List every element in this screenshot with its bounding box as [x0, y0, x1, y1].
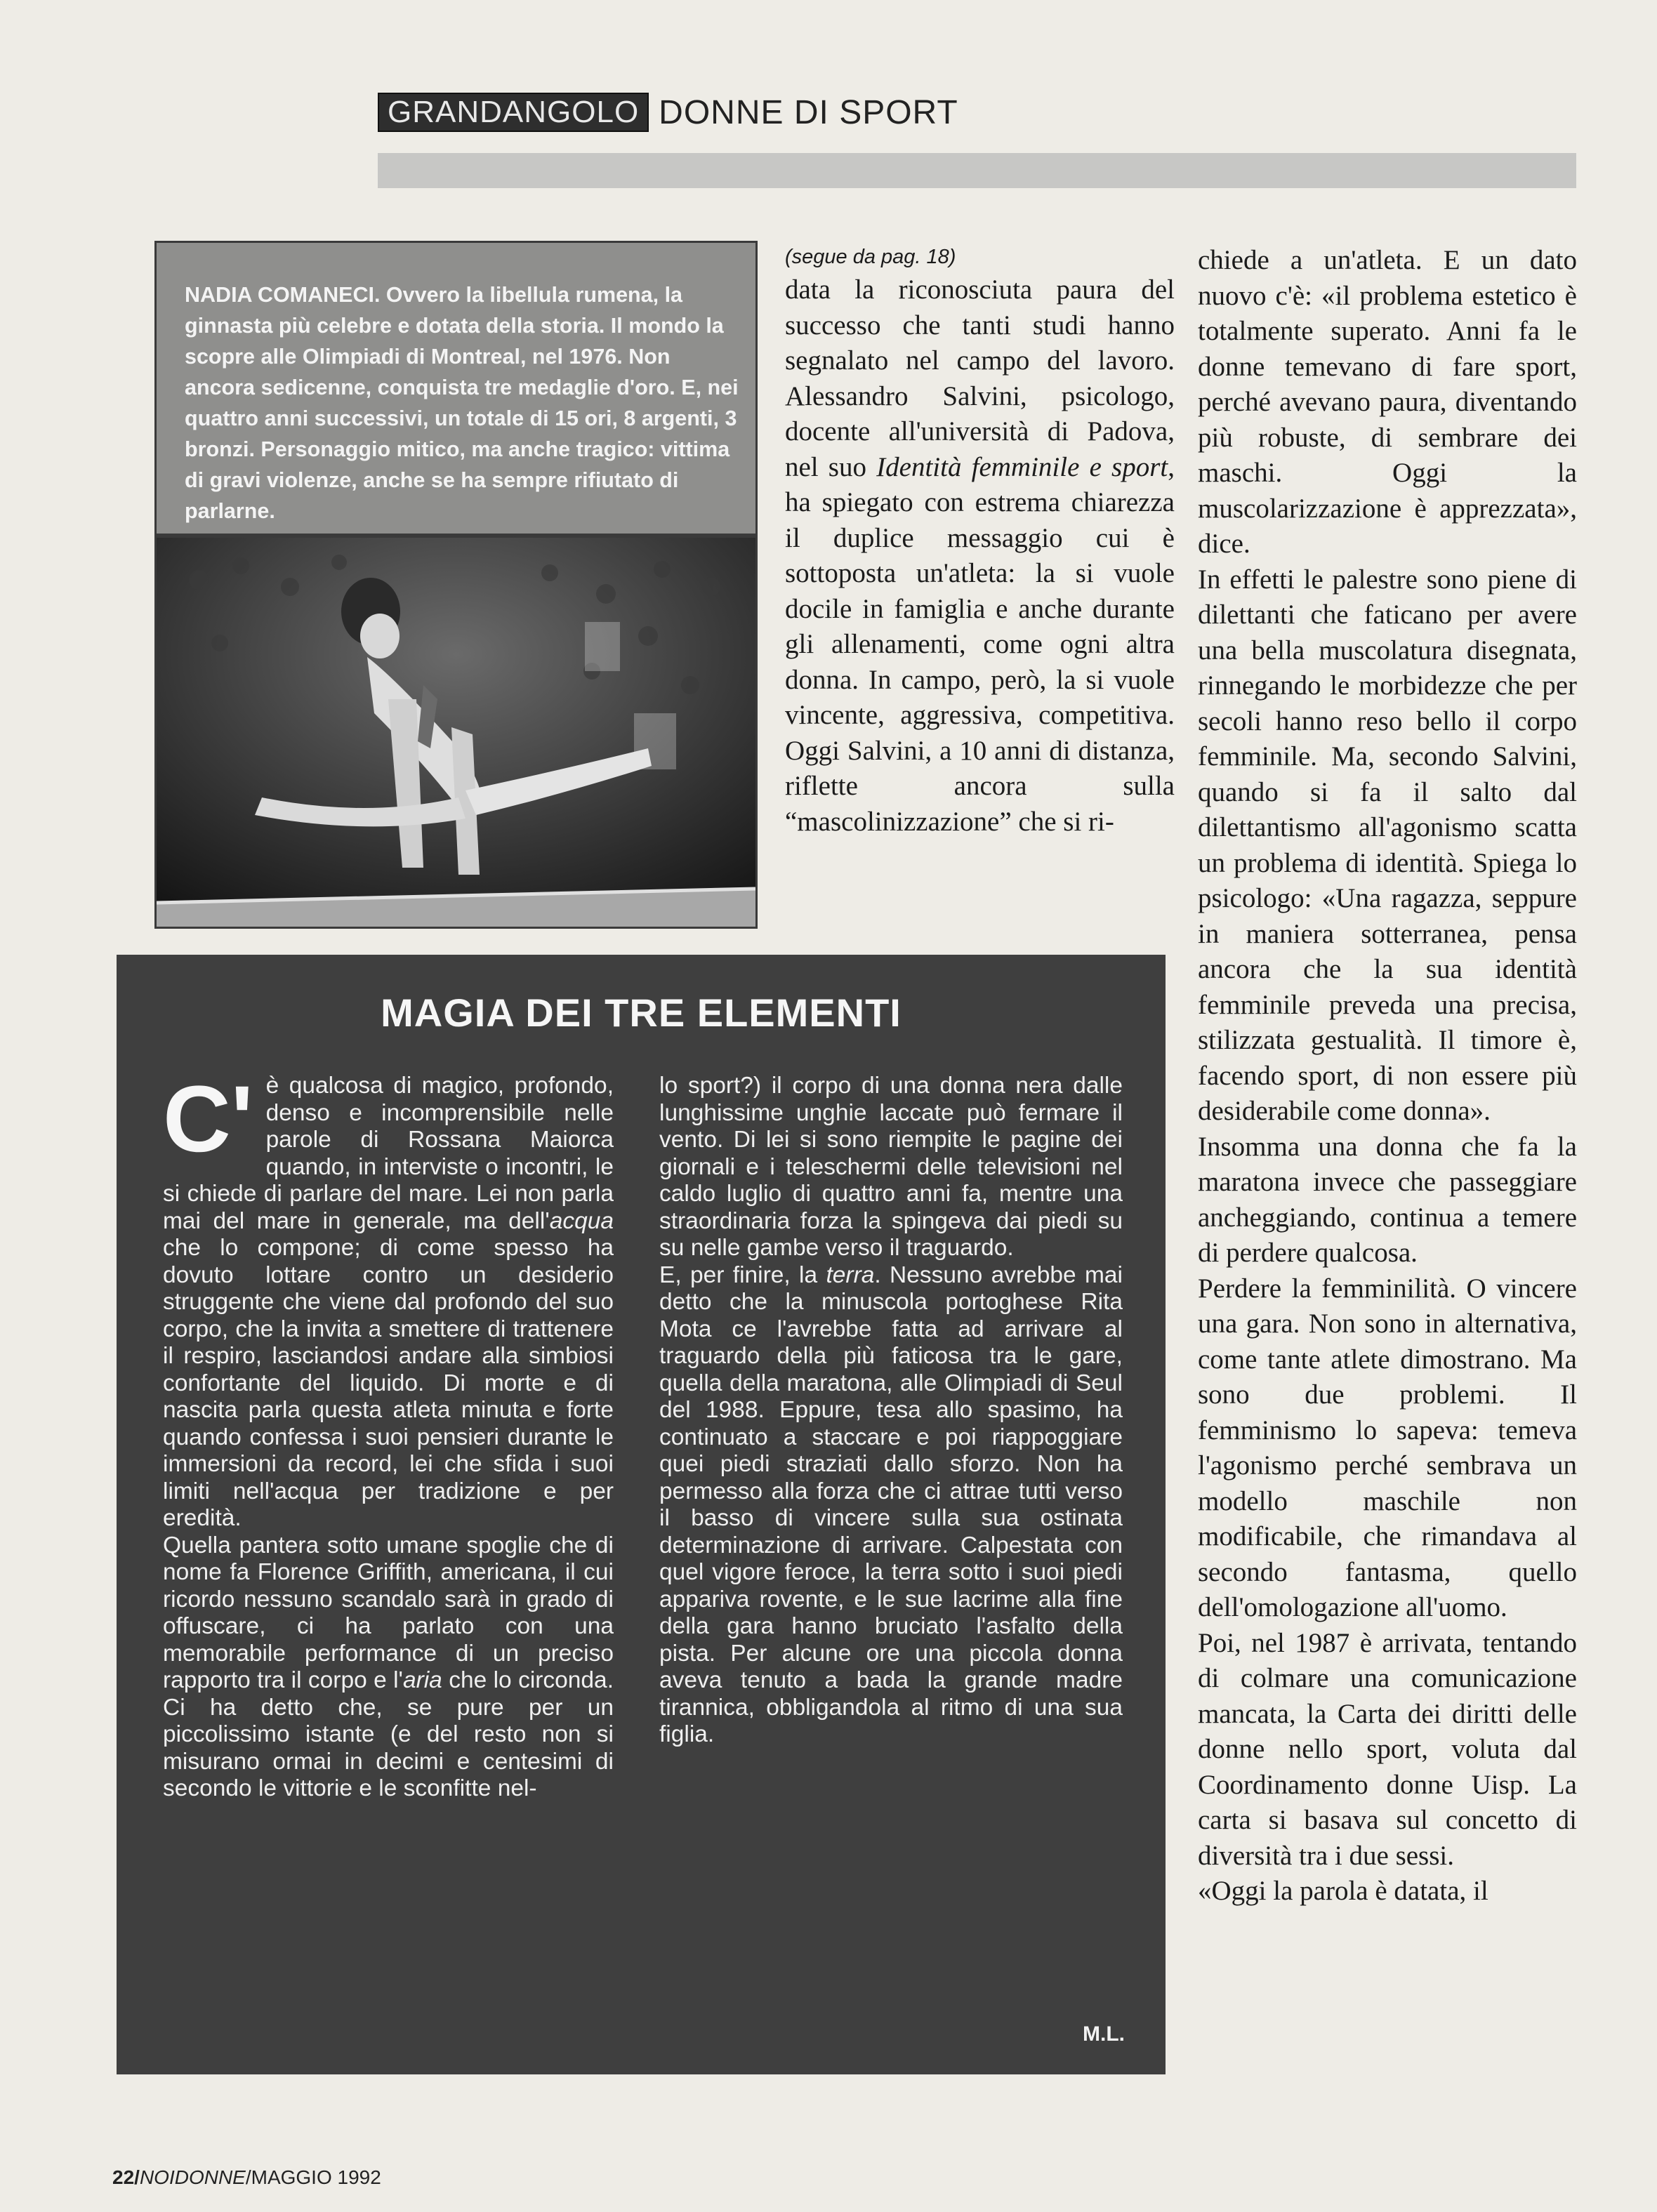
header-rule — [378, 153, 1576, 188]
author-initials: M.L. — [1083, 2022, 1125, 2046]
sidebar-title: MAGIA DEI TRE ELEMENTI — [381, 991, 902, 1035]
article-text: data la riconosciuta paura del successo che tanti studi hanno segnalato nel campo del lavoro. Alessandro Salvini, psicologo, docente all'università di Padova, nel suo — [785, 274, 1175, 482]
drop-cap: C' — [163, 1067, 253, 1172]
sidebar-column-left — [163, 1067, 614, 1803]
sidebar-paragraph — [659, 1262, 1123, 1749]
sidebar-paragraph — [163, 1532, 614, 1803]
section-header — [378, 93, 958, 132]
sidebar-story-box — [117, 955, 1166, 2074]
article-paragraph: Poi, nel 1987 è arrivata, tentando di colmare una comunicazione mancata, la Carta dei diritti delle donne nello sport, voluta dal Coordinamento donne Uisp. La carta si basava sul concetto di diversità tra i due sessi. — [1198, 1627, 1577, 1871]
sidebar-text: Quella pantera sotto umane spoglie che di nome fa Florence Griffith, americana, il cui ricordo nessuno scandalo sarà in grado di offuscare, ci ha parlato con una memorabile performance di un preciso rapporto tra il corpo e l' — [163, 1532, 614, 1693]
gymnast-illustration — [157, 538, 755, 927]
issue-date: /MAGGIO 1992 — [245, 2166, 381, 2188]
sidebar-paragraph — [163, 1067, 614, 1532]
article-paragraph: Insomma una donna che fa la maratona invece che passeggiare ancheggiando, continua a temere di perdere qualcosa. — [1198, 1131, 1577, 1268]
article-paragraph: chiede a un'atleta. E un dato nuovo c'è: «il problema estetico è totalmente superato. Anni fa le donne temevano di fare sport, perché avevano paura, diventando più robuste, di sembrare dei maschi. Oggi la muscolarizzazione è apprezzata», dice. — [1198, 245, 1577, 559]
page-footer — [112, 2166, 381, 2189]
book-title: Identità femminile e sport — [876, 451, 1168, 482]
article-paragraph: Perdere la femminilità. O vincere una gara. Non sono in alternativa, come tante atlete dimostrano. Ma sono due problemi. Il femminismo lo sapeva: temeva l'agonismo perché sembrava un modello maschile non modificabile, che rimandava al secondo fantasma, quello dell'omologazione all'uomo. — [1198, 1273, 1577, 1622]
article-column-middle — [785, 243, 1175, 840]
sidebar-column-right — [659, 1073, 1123, 1749]
section-title: DONNE DI SPORT — [659, 93, 958, 131]
sidebar-text: che lo compone; di come spesso ha dovuto lottare contro un desiderio struggente che viene dal profondo del suo corpo, che la invita a smettere di trattenere il respiro, lasciandosi andare alla simbiosi confortante del liquido. Di morte e di nascita parla questa atleta minuta e forte quando confessa i suoi pensieri durante le immersioni da record, lei che sfida i suoi limiti nell'acqua per tradizione e per eredità. — [163, 1235, 614, 1531]
page-number: 22/ — [112, 2166, 140, 2188]
photo-caption-box — [154, 241, 758, 536]
sidebar-text: E, per finire, la — [659, 1261, 826, 1288]
sidebar-text: è qualcosa di magico, profondo, denso e incomprensibile nelle parole di Rossana Maiorca quando, in interviste o incontri, le si chiede di parlare del mare. Lei non parla mai del mare in generale, ma dell' — [163, 1073, 614, 1234]
sidebar-text: . Nessuno avrebbe mai detto che la minuscola portoghese Rita Mota ce l'avrebbe fatta ad arrivare al traguardo della più faticosa tra le gare, quella della maratona, alle Olimpiadi di Seul del 1988. Eppure, tesa allo spasimo, ha continuato a staccare e poi riappoggiare quei piedi straziati dallo sforzo. Non ha permesso alla forza che ci attrae tutti verso il basso di vincere sulla sua ostinata determinazione di arrivare. Calpestata con quel vigore feroce, la terra sotto i suoi piedi appariva rovente, e le sue lacrime alla fine della gara hanno bruciato l'asfalto della pista. Per alcune ore una piccola donna aveva tenuto a bada la grande madre tirannica, obbligandola al ritmo di una sua figlia. — [659, 1261, 1123, 1747]
gymnast-photo — [154, 536, 758, 929]
article-paragraph: «Oggi la parola è datata, il — [1198, 1876, 1488, 1906]
kicker-label: GRANDANGOLO — [378, 93, 649, 132]
sidebar-text: che lo circonda. Ci ha detto che, se pure per un piccolissimo istante (e del resto non si misurano ormai in decimi e centesimi di secondo le vittorie e le sconfitte nel- — [163, 1667, 614, 1801]
photo-caption: NADIA COMANECI. Ovvero la libellula rumena, la ginnasta più celebre e dotata della storia. Il mondo la scopre alle Olimpiadi di Montreal, nel 1976. Non ancora sedicenne, conquista tre medaglie d'oro. E, nei quattro anni successivi, un totale di 15 ori, 8 argenti, 3 bronzi. Personaggio mitico, ma anche tragico: vittima di gravi violenze, anche se ha sempre rifiutato di parlarne. — [185, 283, 739, 523]
article-paragraph: In effetti le palestre sono piene di dilettanti che faticano per avere una bella muscolatura disegnata, rinnegando le morbidezze che per secoli hanno reso bello il corpo femminile. Ma, secondo Salvini, quando si fa il salto dal dilettantismo all'agonismo scatta un problema di identità. Spiega lo psicologo: «Una ragazza, seppure in maniera sotterranea, pensa ancora che la sua identità femminile preveda una precisa, stilizzata gestualità. Il timore è, facendo sport, di non essere più desiderabile come donna». — [1198, 564, 1577, 1126]
sidebar-paragraph: lo sport?) il corpo di una donna nera dalle lunghissime unghie laccate può fermare il vento. Di lei si sono riempite le pagine dei giornali e i teleschermi delle televisioni nel caldo luglio di quattro anni fa, mentre una straordinaria forza la spingeva dai piedi su su nelle gambe verso il traguardo. — [659, 1073, 1123, 1261]
continued-from-note: (segue da pag. 18) — [785, 246, 956, 268]
article-paragraph — [785, 272, 1175, 840]
article-text: , ha spiegato con estrema chiarezza il duplice messaggio cui è sottoposta un'atleta: la si vuole docile in famiglia e anche durante gli allenamenti, come ogni altra donna. In campo, però, la si vuole vincente, aggressiva, competitiva. Oggi Salvini, a 10 anni di distanza, riflette ancora sulla “mascolinizzazione” che si ri- — [785, 451, 1175, 837]
emphasis-terra: terra — [826, 1261, 875, 1288]
magazine-name: NOIDONNE — [139, 2166, 246, 2188]
article-column-right — [1198, 243, 1577, 1909]
emphasis-aria: aria — [402, 1667, 442, 1693]
emphasis-acqua: acqua — [549, 1207, 614, 1234]
